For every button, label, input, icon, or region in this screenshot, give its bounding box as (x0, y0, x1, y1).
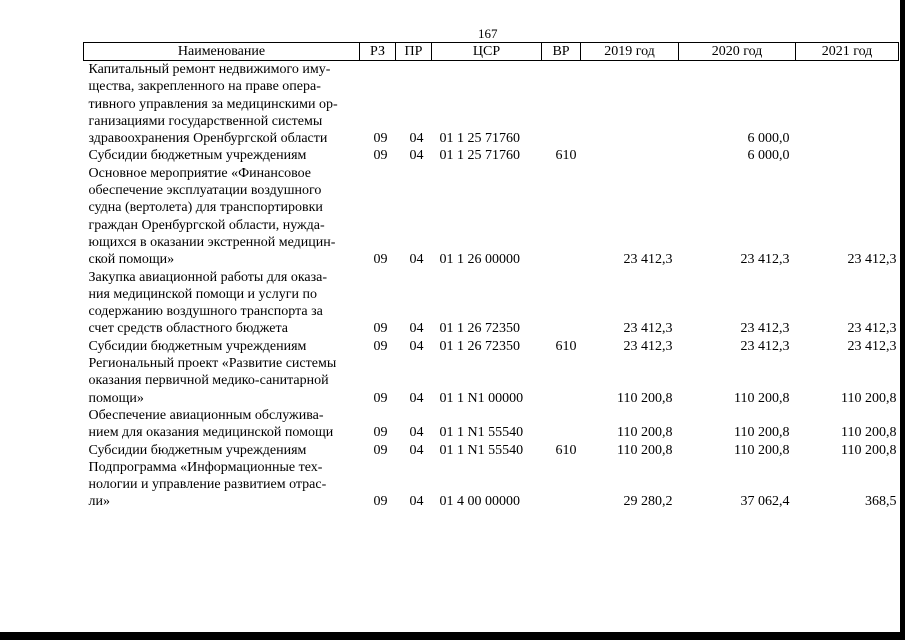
cell-pr: 04 (409, 494, 424, 510)
column-header-rz: РЗ (360, 43, 396, 61)
cell-name: Субсидии бюджетным учреждениям (88, 148, 307, 164)
cell-csr: 01 1 N1 55540 (439, 442, 524, 458)
cell-rz: 09 (373, 131, 388, 147)
cell-2019: 23 412,3 (623, 321, 673, 337)
table-row (84, 459, 899, 511)
cell-vr: 610 (555, 148, 577, 164)
table-row (84, 442, 899, 459)
column-header-csr: ЦСР (432, 43, 542, 61)
cell-name: Закупка авиационной работы для оказа- ния медицинской помощи и услуги по содержанию воздушного транспорта за счет средств областного бюджета (88, 269, 328, 337)
cell-name: Обеспечение авиационным обслужива- нием для оказания медицинской помощи (88, 407, 334, 441)
cell-2021: 23 412,3 (847, 321, 897, 337)
budget-table (83, 42, 899, 511)
cell-pr: 04 (409, 338, 424, 354)
table-row (84, 165, 899, 269)
cell-rz: 09 (373, 390, 388, 406)
cell-2020: 6 000,0 (747, 148, 790, 164)
cell-rz: 09 (373, 252, 388, 268)
cell-2019 (581, 61, 679, 148)
cell-2021: 23 412,3 (847, 252, 897, 268)
cell-2021 (796, 147, 899, 164)
table-header-row (84, 43, 899, 61)
cell-2019: 110 200,8 (617, 442, 673, 458)
column-header-pr: ПР (396, 43, 432, 61)
cell-2021: 368,5 (865, 494, 897, 510)
cell-name: Капитальный ремонт недвижимого иму- щества, закрепленного на праве опера- тивного управления за медицинскими ор- ганизациями государственной системы здравоохранения Оренбургской области (88, 62, 338, 147)
cell-vr (542, 61, 581, 148)
cell-name: Подпрограмма «Информационные тех- нологии и управление развитием отрас- ли» (88, 459, 327, 510)
cell-pr: 04 (409, 442, 424, 458)
cell-name: Субсидии бюджетным учреждениям (88, 442, 307, 458)
cell-2020: 23 412,3 (740, 252, 790, 268)
cell-csr: 01 1 N1 00000 (439, 390, 524, 406)
column-header-2020: 2020 год (679, 43, 796, 61)
cell-csr: 01 1 25 71760 (439, 131, 520, 147)
cell-2021: 110 200,8 (841, 390, 897, 406)
cell-2021: 110 200,8 (841, 425, 897, 441)
cell-2021: 110 200,8 (841, 442, 897, 458)
cell-rz: 09 (373, 148, 388, 164)
cell-rz: 09 (373, 321, 388, 337)
cell-2020: 110 200,8 (734, 390, 790, 406)
cell-2019: 29 280,2 (623, 494, 673, 510)
cell-csr: 01 1 26 00000 (439, 252, 520, 268)
table-row (84, 407, 899, 442)
cell-2019: 110 200,8 (617, 425, 673, 441)
cell-vr: 610 (555, 442, 577, 458)
cell-2021 (796, 61, 899, 148)
cell-2020: 23 412,3 (740, 321, 790, 337)
cell-2019: 23 412,3 (623, 338, 673, 354)
table-row (84, 269, 899, 338)
cell-vr (542, 459, 581, 511)
table-row (84, 355, 899, 407)
cell-2019 (581, 147, 679, 164)
cell-pr: 04 (409, 390, 424, 406)
cell-2020: 37 062,4 (740, 494, 790, 510)
cell-pr: 04 (409, 148, 424, 164)
column-header-vr: ВР (542, 43, 581, 61)
cell-2020: 23 412,3 (740, 338, 790, 354)
cell-vr (542, 355, 581, 407)
cell-name: Основное мероприятие «Финансовое обеспечение эксплуатации воздушного судна (вертолета) для транспортировки граждан Оренбургской области, нужда- ющихся в оказании экстренной медицин- ской помощи» (88, 165, 336, 268)
cell-rz: 09 (373, 494, 388, 510)
cell-vr (542, 269, 581, 338)
page-number: 167 (478, 26, 498, 41)
cell-csr: 01 4 00 00000 (439, 494, 520, 510)
cell-csr: 01 1 26 72350 (439, 321, 520, 337)
scan-border-bottom (0, 632, 905, 640)
cell-2020: 110 200,8 (734, 442, 790, 458)
cell-name: Региональный проект «Развитие системы оказания первичной медико-санитарной помощи» (88, 356, 337, 406)
cell-pr: 04 (409, 252, 424, 268)
column-header-2019: 2019 год (581, 43, 679, 61)
cell-pr: 04 (409, 131, 424, 147)
scan-border-right (900, 0, 905, 640)
cell-vr: 610 (555, 338, 577, 354)
table-row (84, 338, 899, 355)
cell-vr (542, 407, 581, 442)
cell-2019: 110 200,8 (617, 390, 673, 406)
cell-rz: 09 (373, 425, 388, 441)
column-header-name: Наименование (84, 43, 360, 61)
cell-2020: 110 200,8 (734, 425, 790, 441)
cell-csr: 01 1 N1 55540 (439, 425, 524, 441)
cell-pr: 04 (409, 321, 424, 337)
cell-rz: 09 (373, 442, 388, 458)
cell-vr (542, 165, 581, 269)
cell-2020: 6 000,0 (747, 131, 790, 147)
cell-pr: 04 (409, 425, 424, 441)
column-header-2021: 2021 год (796, 43, 899, 61)
cell-rz: 09 (373, 338, 388, 354)
cell-2021: 23 412,3 (847, 338, 897, 354)
cell-csr: 01 1 25 71760 (439, 148, 520, 164)
cell-name: Субсидии бюджетным учреждениям (88, 338, 307, 354)
cell-2019: 23 412,3 (623, 252, 673, 268)
cell-csr: 01 1 26 72350 (439, 338, 520, 354)
table-row (84, 61, 899, 148)
table-row (84, 147, 899, 164)
table-body (84, 61, 899, 511)
